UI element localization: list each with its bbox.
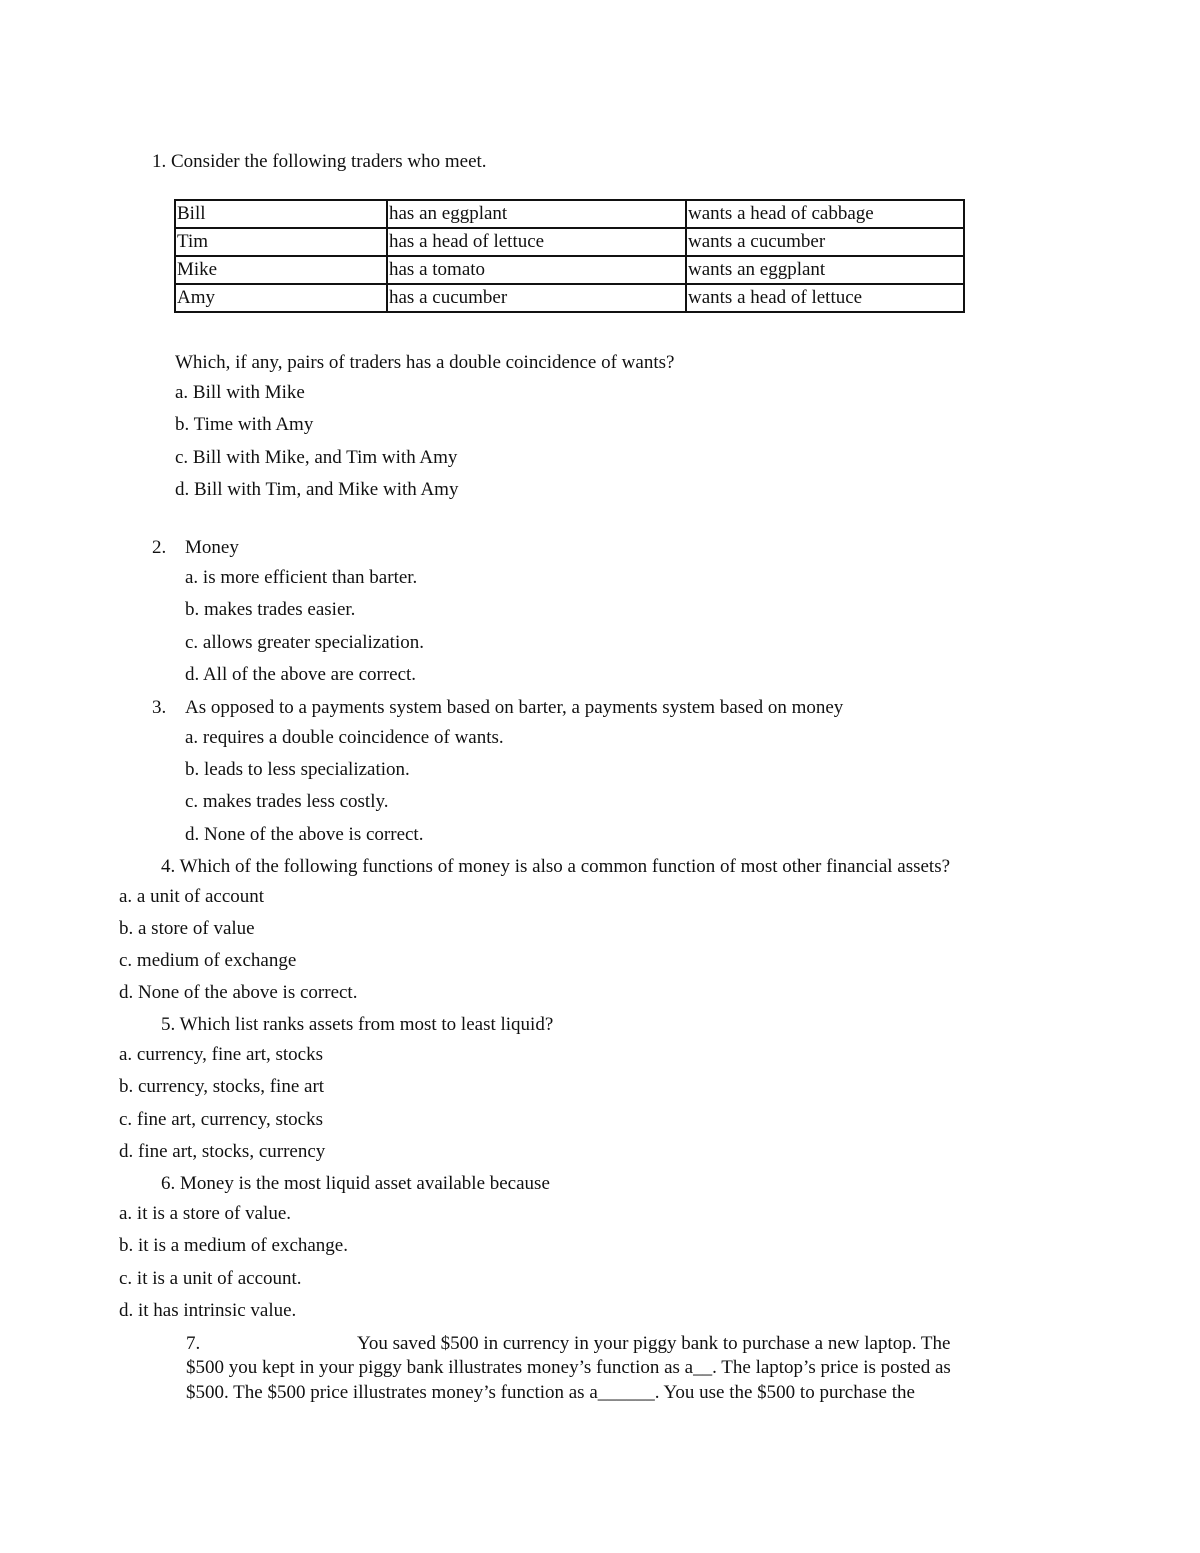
q6-option-b: b. it is a medium of exchange. [119, 1235, 348, 1256]
trader-wants: wants a head of cabbage [686, 200, 964, 228]
trader-has: has an eggplant [387, 200, 686, 228]
trader-wants: wants an eggplant [686, 256, 964, 284]
q5-option-b: b. currency, stocks, fine art [119, 1076, 325, 1097]
q6-option-a: a. it is a store of value. [119, 1203, 292, 1224]
trader-wants: wants a head of lettuce [686, 284, 964, 312]
trader-has: has a tomato [387, 256, 686, 284]
q5-option-d: d. fine art, stocks, currency [119, 1141, 326, 1162]
q6-option-c: c. it is a unit of account. [119, 1268, 302, 1289]
traders-table [174, 199, 965, 313]
q2-option-c: c. allows greater specialization. [185, 632, 424, 653]
q5-option-c: c. fine art, currency, stocks [119, 1109, 323, 1130]
q7-line-3: $500. The $500 price illustrates money’s function as a______. You use the $500 to purchase the [186, 1382, 915, 1403]
q7-line-1: You saved $500 in currency in your piggy bank to purchase a new laptop. The [357, 1333, 951, 1354]
trader-wants: wants a cucumber [686, 228, 964, 256]
q4-stem: 4. Which of the following functions of money is also a common function of most other financial assets? [161, 856, 951, 877]
q3-option-d: d. None of the above is correct. [185, 824, 424, 845]
trader-has: has a head of lettuce [387, 228, 686, 256]
table-row [175, 228, 964, 256]
q1-prompt: 1. Consider the following traders who meet. [152, 151, 487, 172]
trader-name: Bill [175, 200, 387, 228]
q2-number: 2. [152, 537, 167, 558]
q5-option-a: a. currency, fine art, stocks [119, 1044, 323, 1065]
q6-stem: 6. Money is the most liquid asset available because [161, 1173, 550, 1194]
q2-option-d: d. All of the above are correct. [185, 664, 417, 685]
q7-number: 7. [186, 1333, 201, 1354]
q2-option-a: a. is more efficient than barter. [185, 567, 418, 588]
q3-option-a: a. requires a double coincidence of wants. [185, 727, 504, 748]
q2-option-b: b. makes trades easier. [185, 599, 356, 620]
q7-line-2: $500 you kept in your piggy bank illustrates money’s function as a__. The laptop’s price is posted as [186, 1357, 951, 1378]
q3-option-c: c. makes trades less costly. [185, 791, 389, 812]
trader-name: Amy [175, 284, 387, 312]
table-row [175, 284, 964, 312]
trader-has: has a cucumber [387, 284, 686, 312]
trader-name: Mike [175, 256, 387, 284]
q4-option-d: d. None of the above is correct. [119, 982, 358, 1003]
q3-number: 3. [152, 697, 167, 718]
q5-stem: 5. Which list ranks assets from most to least liquid? [161, 1014, 554, 1035]
q1-question: Which, if any, pairs of traders has a double coincidence of wants? [175, 352, 675, 373]
q3-stem: As opposed to a payments system based on barter, a payments system based on money [185, 697, 844, 718]
table-row [175, 200, 964, 228]
q1-option-a: a. Bill with Mike [175, 382, 305, 403]
q4-option-c: c. medium of exchange [119, 950, 297, 971]
trader-name: Tim [175, 228, 387, 256]
q4-option-b: b. a store of value [119, 918, 255, 939]
q2-stem: Money [185, 537, 239, 558]
q4-option-a: a. a unit of account [119, 886, 265, 907]
q1-option-d: d. Bill with Tim, and Mike with Amy [175, 479, 459, 500]
q1-option-b: b. Time with Amy [175, 414, 314, 435]
q3-option-b: b. leads to less specialization. [185, 759, 410, 780]
q6-option-d: d. it has intrinsic value. [119, 1300, 297, 1321]
q1-option-c: c. Bill with Mike, and Tim with Amy [175, 447, 458, 468]
table-row [175, 256, 964, 284]
